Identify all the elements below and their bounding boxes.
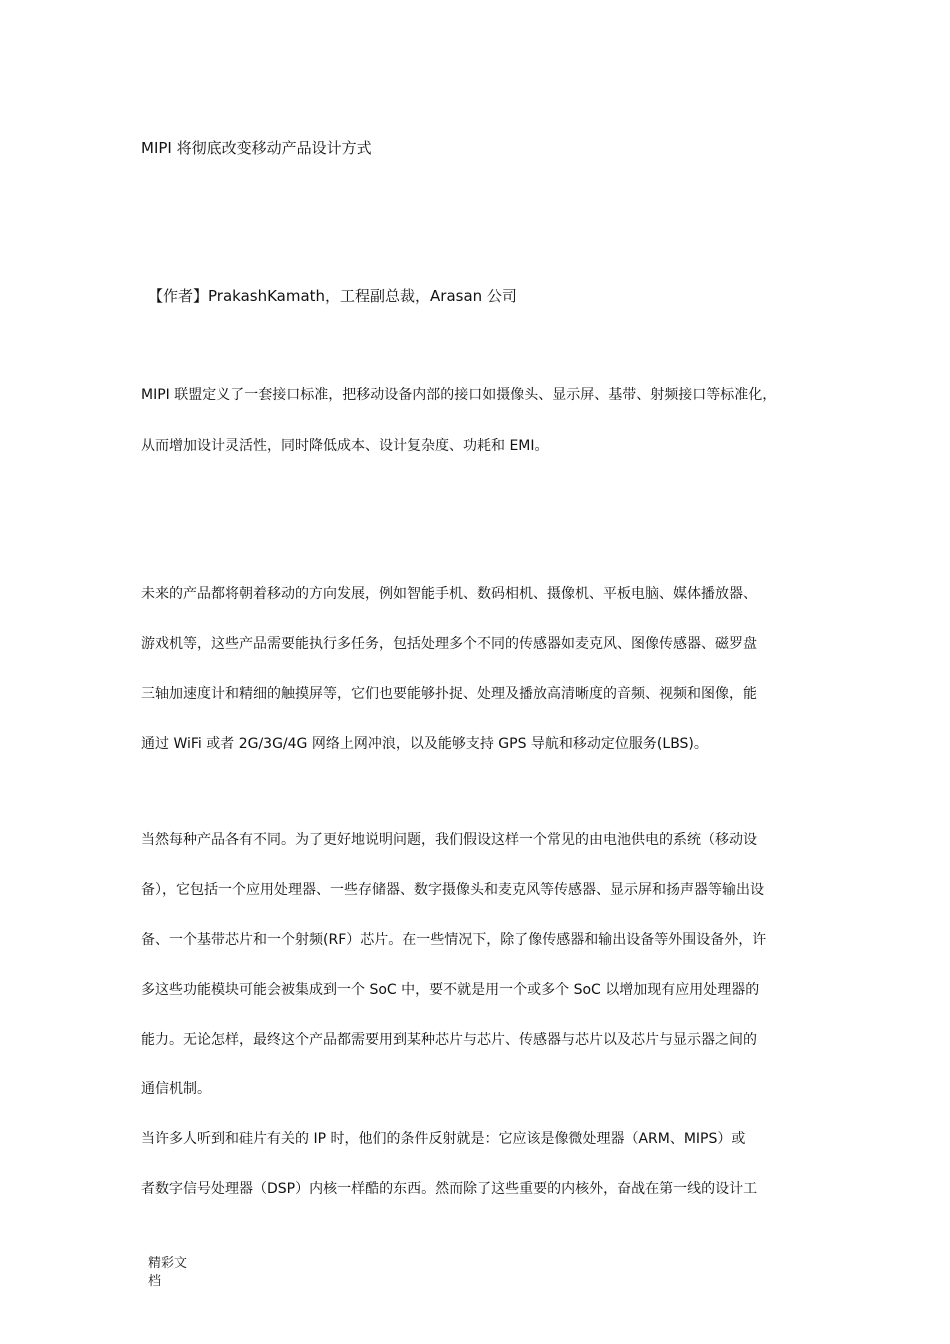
text-line: 通信机制。 (141, 1081, 211, 1097)
document-title: MIPI 将彻底改变移动产品设计方式 (141, 139, 372, 157)
text-line: 多这些功能模块可能会被集成到一个 SoC 中，要不就是用一个或多个 SoC 以增加现有应用处理器的 (141, 982, 760, 998)
text-line: 从而增加设计灵活性，同时降低成本、设计复杂度、功耗和 EMI。 (141, 438, 549, 454)
text-line: 备、一个基带芯片和一个射频(RF）芯片。在一些情况下，除了像传感器和输出设备等外围设备外，许 (141, 932, 767, 948)
text-line: 备），它包括一个应用处理器、一些存储器、数字摄像头和麦克风等传感器、显示屏和扬声器等输出设 (141, 882, 764, 898)
text-line: 游戏机等，这些产品需要能执行多任务，包括处理多个不同的传感器如麦克风、图像传感器、磁罗盘 (141, 636, 757, 652)
text-line: 三轴加速度计和精细的触摸屏等，它们也要能够扑捉、处理及播放高清晰度的音频、视频和图像，能 (141, 686, 757, 702)
text-line: 未来的产品都将朝着移动的方向发展，例如智能手机、数码相机、摄像机、平板电脑、媒体播放器、 (141, 586, 757, 602)
text-line: 当然每种产品各有不同。为了更好地说明问题，我们假设这样一个常见的由电池供电的系统（移动设 (141, 832, 757, 848)
page-footer: 精彩文档 (148, 1256, 188, 1289)
text-line: 当许多人听到和硅片有关的 IP 时，他们的条件反射就是：它应该是像微处理器（ARM、MIPS）或 (141, 1131, 746, 1147)
text-line: 通过 WiFi 或者 2G/3G/4G 网络上网冲浪，以及能够支持 GPS 导航和移动定位服务(LBS)。 (141, 736, 708, 752)
text-line: 能力。无论怎样，最终这个产品都需要用到某种芯片与芯片、传感器与芯片以及芯片与显示器之间的 (141, 1032, 757, 1048)
author-line: 【作者】PrakashKamath，工程副总裁，Arasan 公司 (148, 287, 517, 305)
text-line: 者数字信号处理器（DSP）内核一样酷的东西。然而除了这些重要的内核外，奋战在第一线的设计工 (141, 1181, 758, 1197)
text-line: MIPI 联盟定义了一套接口标准，把移动设备内部的接口如摄像头、显示屏、基带、射频接口等标准化， (141, 387, 777, 403)
